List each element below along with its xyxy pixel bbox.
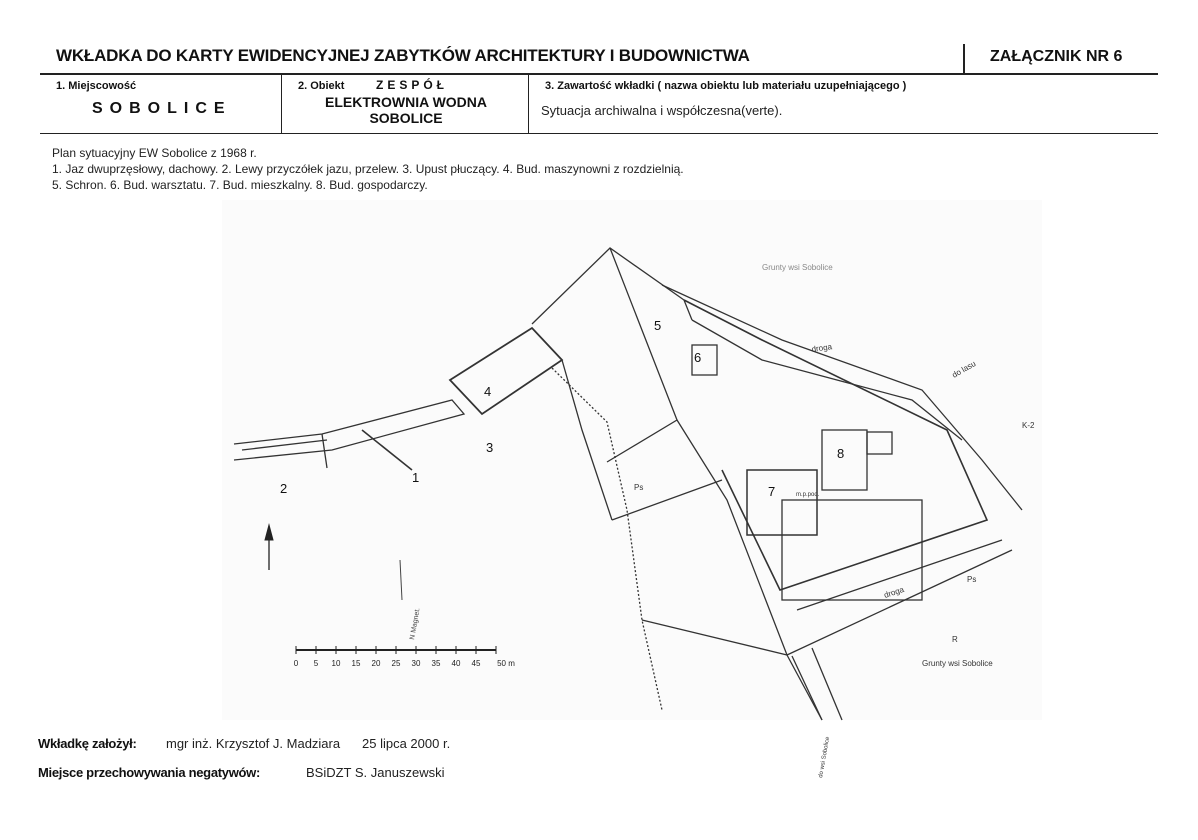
label-upper-grunty: Grunty wsi Sobolice bbox=[762, 263, 833, 272]
locality-value: SOBOLICE bbox=[92, 100, 232, 117]
founder-date: 25 lipca 2000 r. bbox=[362, 736, 451, 751]
map-number-8: 8 bbox=[837, 446, 845, 461]
magnetic-north-label: N Magnet. bbox=[409, 607, 422, 641]
map-number-4: 4 bbox=[484, 384, 492, 399]
locality-label: 1. Miejscowość bbox=[56, 80, 137, 92]
scale-tick-50: 50 m bbox=[497, 659, 515, 668]
scale-tick-20: 20 bbox=[371, 659, 381, 668]
object-name-line1: ELEKTROWNIA WODNA bbox=[324, 94, 488, 110]
legend-line-1: 1. Jaz dwuprzęsłowy, dachowy. 2. Lewy przyczółek jazu, przelew. 3. Upust płuczący. 4. Bud. maszynowni z rozdzielnią. bbox=[52, 162, 684, 176]
scale-tick-0: 0 bbox=[293, 659, 299, 668]
founder-value: mgr inż. Krzysztof J. Madziara bbox=[166, 736, 341, 751]
label-k2: K-2 bbox=[1022, 421, 1035, 430]
label-ps-1: Ps bbox=[634, 483, 644, 492]
map-number-7: 7 bbox=[768, 484, 776, 499]
header-divider bbox=[963, 44, 965, 74]
scale-tick-35: 35 bbox=[431, 659, 441, 668]
header-underline bbox=[40, 73, 1158, 75]
map-number-5: 5 bbox=[654, 318, 662, 333]
label-r: R bbox=[952, 635, 958, 644]
scale-tick-5: 5 bbox=[313, 659, 319, 668]
scale-tick-25: 25 bbox=[391, 659, 401, 668]
scale-tick-40: 40 bbox=[451, 659, 461, 668]
label-droga-1: droga bbox=[811, 342, 833, 354]
label-road-bottom: do wsi Sobolice bbox=[818, 736, 832, 779]
label-do-lasu: do lasu bbox=[950, 359, 978, 380]
plan-title: Plan sytuacyjny EW Sobolice z 1968 r. bbox=[52, 146, 257, 160]
scale-tick-30: 30 bbox=[411, 659, 421, 668]
label-droga-2: droga bbox=[882, 585, 906, 600]
content-value: Sytuacja archiwalna i współczesna(verte). bbox=[541, 103, 783, 118]
legend-line-2: 5. Schron. 6. Bud. warsztatu. 7. Bud. mieszkalny. 8. Bud. gospodarczy. bbox=[52, 178, 428, 192]
object-type: ZESPÓŁ bbox=[376, 78, 449, 92]
scale-tick-15: 15 bbox=[351, 659, 361, 668]
scale-tick-45: 45 bbox=[471, 659, 481, 668]
storage-value: BSiDZT S. Januszewski bbox=[306, 765, 445, 780]
label-grunty: Grunty wsi Sobolice bbox=[922, 659, 993, 668]
map-background bbox=[222, 200, 1042, 720]
map-number-2: 2 bbox=[280, 481, 288, 496]
label-m-p-pod: m.p.pod. bbox=[796, 492, 820, 498]
storage-label: Miejsce przechowywania negatywów: bbox=[38, 765, 260, 780]
annex-number: ZAŁĄCZNIK NR 6 bbox=[990, 48, 1123, 65]
founder-label: Wkładkę założył: bbox=[38, 736, 137, 751]
map-number-1: 1 bbox=[412, 470, 420, 485]
object-name-line2: SOBOLICE bbox=[369, 110, 443, 126]
label-ps-2: Ps bbox=[967, 575, 977, 584]
content-label: 3. Zawartość wkładki ( nazwa obiektu lub materiału uzupełniającego ) bbox=[545, 80, 907, 92]
fields-divider-2 bbox=[528, 75, 529, 133]
scale-tick-10: 10 bbox=[331, 659, 341, 668]
map-number-3: 3 bbox=[486, 440, 494, 455]
fields-bottom-line bbox=[40, 133, 1158, 134]
object-label: 2. Obiekt bbox=[298, 80, 345, 92]
map-number-6: 6 bbox=[694, 350, 702, 365]
form-title: WKŁADKA DO KARTY EWIDENCYJNEJ ZABYTKÓW ARCHITEKTURY I BUDOWNICTWA bbox=[56, 46, 750, 65]
fields-divider-1 bbox=[281, 75, 282, 133]
